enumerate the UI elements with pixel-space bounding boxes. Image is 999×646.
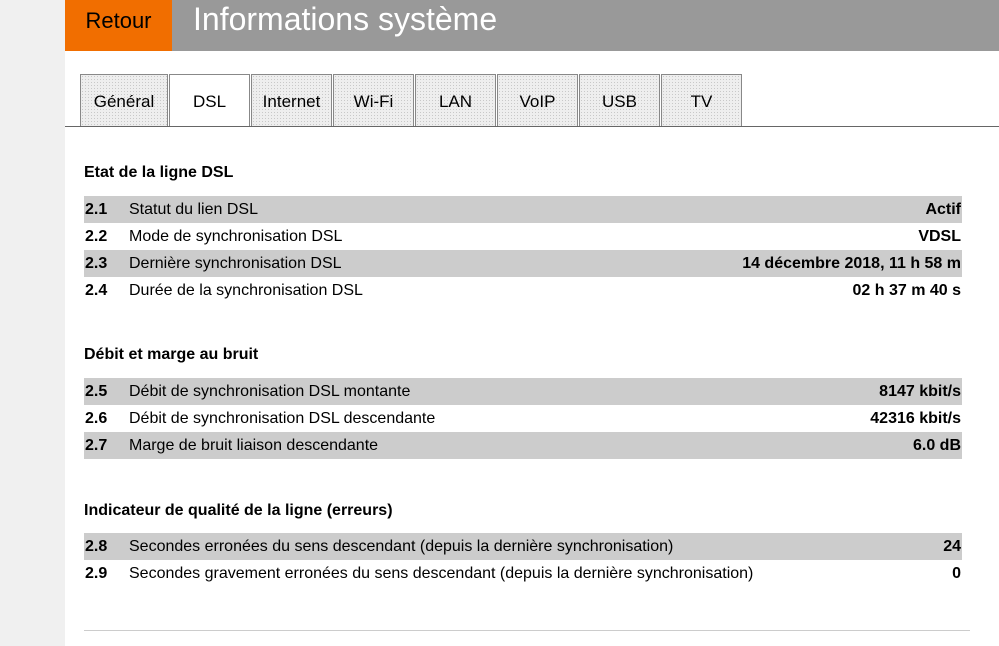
row-value: VDSL — [918, 227, 961, 245]
row-value: 24 — [943, 537, 961, 555]
tab-tv[interactable]: TV — [661, 74, 742, 126]
table-row — [84, 223, 962, 250]
row-number: 2.6 — [85, 409, 108, 427]
page-container — [65, 0, 999, 646]
page-title: Informations système — [193, 1, 498, 37]
tab-internet[interactable]: Internet — [251, 74, 332, 126]
table-row — [84, 560, 962, 587]
row-value: 14 décembre 2018, 11 h 58 m — [742, 254, 961, 272]
table-row — [84, 533, 962, 560]
row-value: 6.0 dB — [912, 436, 961, 454]
row-label: Secondes erronées du sens descendant (depuis la dernière synchronisation) — [129, 537, 674, 555]
row-number: 2.8 — [85, 537, 108, 555]
table-row — [84, 378, 962, 405]
tabs-divider — [65, 126, 999, 127]
tab-voip[interactable]: VoIP — [497, 74, 578, 126]
row-value: 0 — [952, 564, 961, 582]
row-number: 2.7 — [85, 436, 108, 454]
row-label: Débit de synchronisation DSL descendante — [129, 409, 436, 427]
row-number: 2.2 — [85, 227, 108, 245]
tab-bar — [80, 74, 743, 127]
section-line-quality — [84, 501, 962, 587]
row-label: Débit de synchronisation DSL montante — [129, 382, 411, 400]
header-bar — [65, 0, 999, 51]
row-number: 2.4 — [85, 281, 108, 299]
row-label: Secondes gravement erronées du sens descendant (depuis la dernière synchronisation) — [129, 564, 754, 582]
section-title: Indicateur de qualité de la ligne (erreurs) — [84, 502, 393, 519]
row-label: Mode de synchronisation DSL — [129, 227, 343, 245]
section-rate-noise — [84, 345, 962, 459]
table-row — [84, 432, 962, 459]
row-value: 42316 kbit/s — [870, 409, 961, 427]
footer-divider — [84, 630, 970, 631]
row-number: 2.1 — [85, 200, 108, 218]
row-number: 2.9 — [85, 564, 108, 582]
tab-usb[interactable]: USB — [579, 74, 660, 126]
row-value: Actif — [925, 200, 961, 218]
row-number: 2.5 — [85, 382, 108, 400]
tab-dsl[interactable]: DSL — [169, 74, 250, 127]
row-label: Marge de bruit liaison descendante — [129, 436, 379, 454]
section-line-status — [84, 163, 962, 304]
back-button[interactable]: Retour — [65, 0, 172, 51]
table-row — [84, 196, 962, 223]
row-value: 8147 kbit/s — [879, 382, 961, 400]
tab-lan[interactable]: LAN — [415, 74, 496, 126]
tab-wifi[interactable]: Wi-Fi — [333, 74, 414, 126]
row-number: 2.3 — [85, 254, 108, 272]
section-title: Etat de la ligne DSL — [84, 164, 234, 181]
tab-general[interactable]: Général — [80, 74, 168, 126]
table-row — [84, 277, 962, 304]
table-row — [84, 405, 962, 432]
table-row — [84, 250, 962, 277]
section-title: Débit et marge au bruit — [84, 346, 259, 363]
row-value: 02 h 37 m 40 s — [852, 281, 961, 299]
row-label: Durée de la synchronisation DSL — [129, 281, 363, 299]
row-label: Statut du lien DSL — [129, 200, 258, 218]
row-label: Dernière synchronisation DSL — [129, 254, 342, 272]
